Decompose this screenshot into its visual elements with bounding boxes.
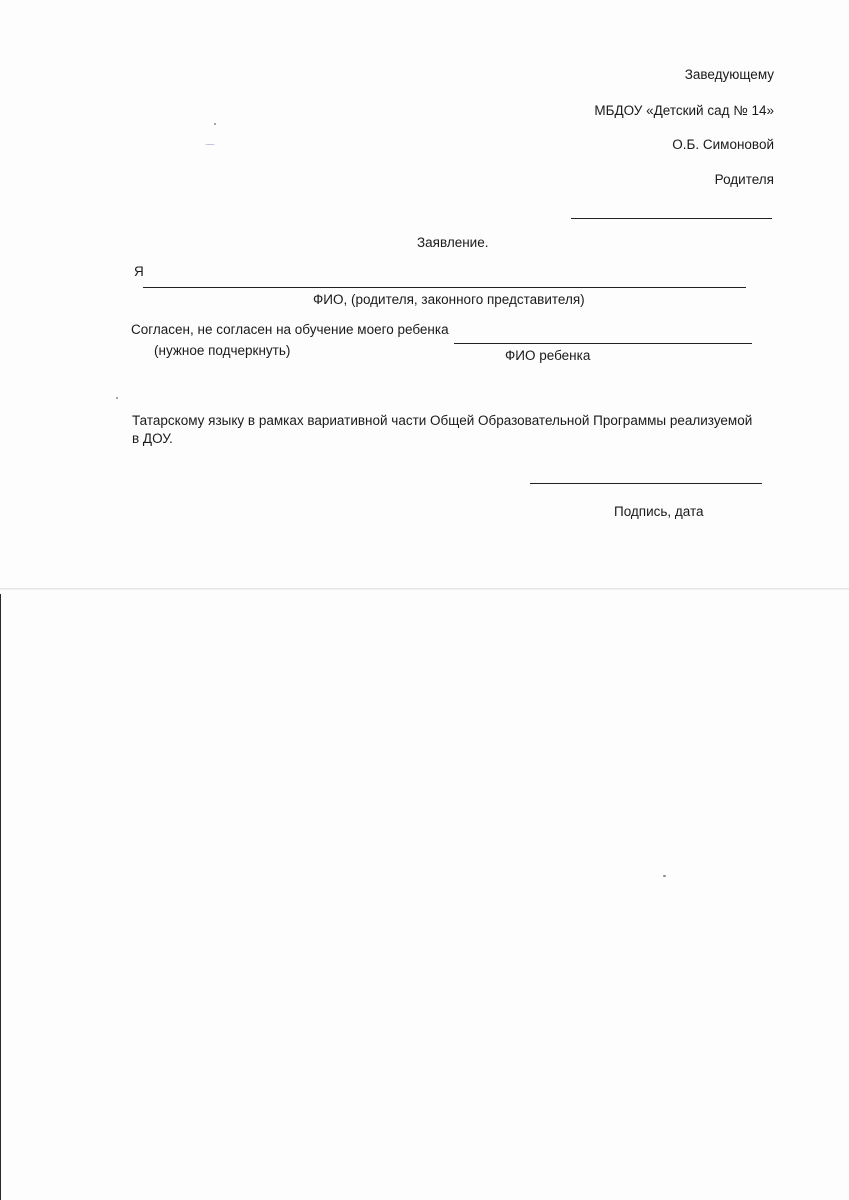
consent-statement: Согласен, не согласен на обучение моего ребенка: [131, 322, 449, 337]
applicant-name-blank-line: [143, 287, 746, 288]
scan-speck: [116, 397, 118, 399]
child-name-blank-line: [454, 343, 752, 344]
addressee-line-head: Заведующему: [684, 67, 774, 82]
parent-name-blank-line: [571, 218, 772, 219]
scan-speck: [214, 123, 216, 125]
scan-fold-line: [0, 588, 849, 590]
addressee-line-institution: МБДОУ «Детский сад № 14»: [594, 103, 774, 118]
consent-hint: (нужное подчеркнуть): [154, 343, 291, 358]
signature-blank-line: [530, 483, 762, 484]
applicant-prefix: Я: [134, 264, 144, 279]
body-text-line-1: Татарскому языку в рамках вариативной части Общей Образовательной Программы реализуемой: [132, 413, 753, 428]
scan-speck: [663, 875, 666, 877]
addressee-line-name: О.Б. Симоновой: [672, 137, 774, 152]
body-text-line-2: в ДОУ.: [132, 431, 173, 446]
scan-speck: [205, 144, 215, 145]
applicant-caption: ФИО, (родителя, законного представителя): [313, 292, 585, 307]
addressee-line-parent: Родителя: [714, 172, 774, 187]
scan-left-edge: [0, 594, 1, 1200]
signature-caption: Подпись, дата: [614, 504, 704, 519]
document-title: Заявление.: [417, 235, 489, 250]
child-name-caption: ФИО ребенка: [505, 348, 591, 363]
